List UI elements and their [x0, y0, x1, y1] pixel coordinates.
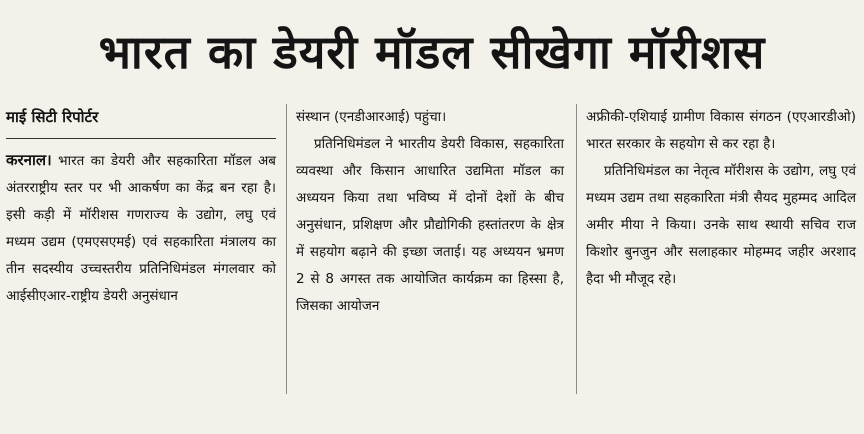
column-divider: [576, 104, 577, 394]
paragraph: प्रतिनिधिमंडल का नेतृत्व मॉरीशस के उद्योग, लघु एवं मध्यम उद्यम तथा सहकारिता मंत्री सैयद मुहम्मद आदिल अमीर मीया ने किया। उनके साथ स्थायी सचिव राज किशोर बुनजुन और सलाहकार मोहम्मद जहीर अरशाद हैदा भी मौजूद रहे।: [586, 163, 856, 287]
lead-text: भारत का डेयरी और सहकारिता मॉडल अब अंतरराष्ट्रीय स्तर पर भी आकर्षण का केंद्र बन रहा है। इसी कड़ी में मॉरीशस गणराज्य के उद्योग, लघु एवं मध्यम उद्यम (एमएसएमई) एवं सहकारिता मंत्रालय का तीन सदस्यीय उच्चस्तरीय प्रतिनिधिमंडल मंगलवार को आईसीएआर-राष्ट्रीय डेयरी अनुसंधान: [6, 153, 276, 304]
dateline: करनाल।: [6, 151, 52, 169]
article-column-2: [296, 104, 564, 320]
article-column-1: [6, 104, 276, 310]
paragraph: अफ्रीकी-एशियाई ग्रामीण विकास संगठन (एएआरडीओ) भारत सरकार के सहयोग से कर रहा है।: [586, 109, 856, 152]
paragraph: संस्थान (एनडीआरआई) पहुंचा।: [296, 109, 447, 125]
column-divider: [286, 104, 287, 394]
byline: माई सिटी रिपोर्टर: [6, 104, 276, 139]
lead-paragraph: [6, 147, 276, 310]
paragraph: प्रतिनिधिमंडल ने भारतीय डेयरी विकास, सहकारिता व्यवस्था और किसान आधारित उद्यमिता मॉडल का अध्ययन किया तथा भविष्य में दोनों देशों के बीच अनुसंधान, प्रशिक्षण और प्रौद्योगिकी हस्तांतरण के क्षेत्र में सहयोग बढ़ाने की इच्छा जताई। यह अध्ययन भ्रमण 2 से 8 अगस्त तक आयोजित कार्यक्रम का हिस्सा है, जिसका आयोजन: [296, 136, 564, 314]
headline: भारत का डेयरी मॉडल सीखेगा मॉरीशस: [98, 25, 766, 79]
article-column-3: [586, 104, 856, 293]
